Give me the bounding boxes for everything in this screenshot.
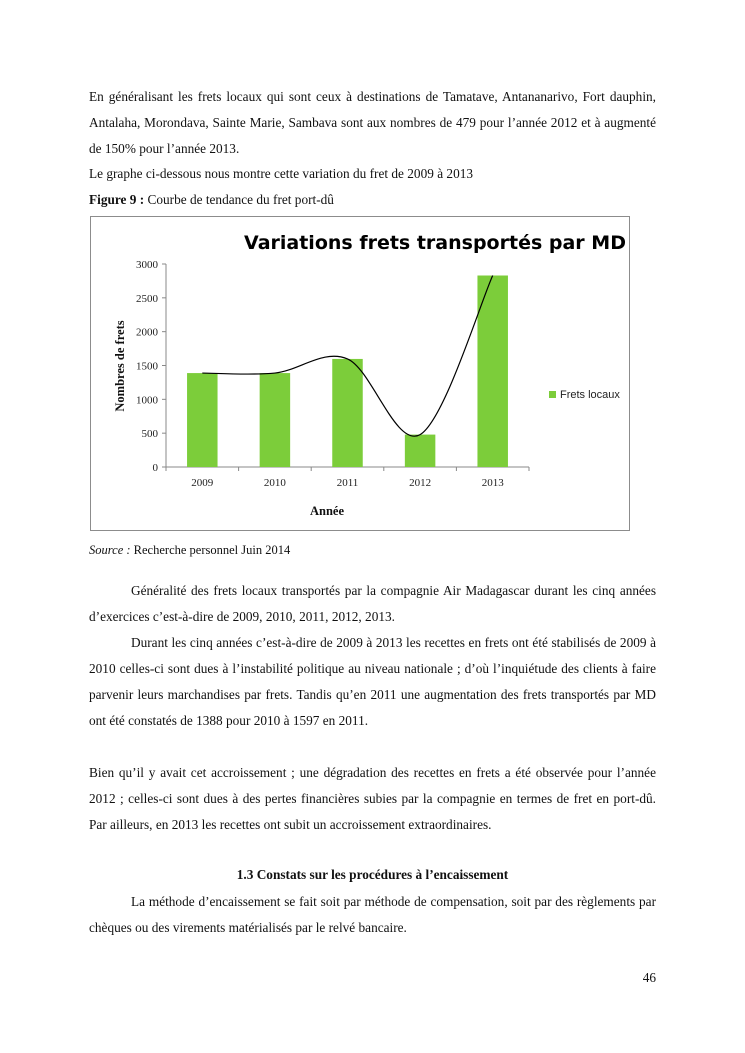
source-label: Source :	[89, 543, 131, 557]
analysis-paragraph: Durant les cinq années c’est-à-dire de 2009 à 2013 les recettes en frets ont été stabilisés de 2009 à 2010 celles-ci sont dues à l’instabilité politique au niveau nationale ; d’où l’inquiétude des clients à faire parvenir leurs marchandises par frets. Tandis qu’en 2011 une augmentation des frets transportés par MD ont été constatés de 1388 pour 2010 à 1597 en 2011.	[89, 635, 656, 728]
legend-label: Frets locaux	[560, 389, 620, 401]
section-heading: 1.3 Constats sur les procédures à l’encaissement	[236, 867, 509, 882]
chart-title: Variations frets transportés par MD	[244, 232, 626, 254]
y-tick-label: 0	[152, 462, 158, 474]
figure-source	[89, 537, 290, 563]
y-tick-label: 2500	[136, 292, 158, 305]
x-axis-label: Année	[309, 504, 345, 518]
y-tick-label: 3000	[136, 259, 158, 271]
page-number: 46	[642, 970, 656, 985]
intro-paragraph: En généralisant les frets locaux qui sont ceux à destinations de Tamatave, Antananarivo, Fort dauphin, Antalaha, Morondava, Sainte Marie, Sambava sont aux nombres de 479 pour l’année 2012 et à augmenté de 150% pour l’année 2013.	[89, 89, 656, 156]
summary-paragraph: Généralité des frets locaux transportés par la compagnie Air Madagascar durant les cinq années d’exercices c’est-à-dire de 2009, 2010, 2011, 2012, 2013.	[89, 583, 656, 624]
x-tick-label: 2013	[481, 477, 504, 489]
bar-2009	[187, 373, 217, 467]
chart-frame	[90, 216, 630, 531]
bar-2010	[260, 373, 290, 467]
y-tick-label: 2000	[136, 326, 158, 339]
legend-swatch	[549, 391, 556, 398]
chart-intro-paragraph: Le graphe ci-dessous nous montre cette variation du fret de 2009 à 2013	[89, 166, 474, 181]
figure-title: Courbe de tendance du fret port-dû	[144, 192, 334, 207]
decline-paragraph: Bien qu’il y avait cet accroissement ; une dégradation des recettes en frets a été observée pour l’année 2012 ; celles-ci sont dues à des pertes financières subies par la compagnie en termes de fret en port-dû. Par ailleurs, en 2013 les recettes ont subit un accroissement extraordinaires.	[89, 765, 656, 832]
x-tick-label: 2009	[191, 477, 214, 489]
y-tick-label: 1000	[136, 394, 158, 407]
bar-chart	[91, 217, 631, 532]
x-tick-label: 2011	[336, 477, 359, 489]
figure-caption	[89, 187, 334, 213]
bar-2011	[332, 359, 362, 467]
source-text: Recherche personnel Juin 2014	[130, 543, 291, 557]
y-tick-label: 1500	[136, 360, 158, 373]
figure-label: Figure 9 :	[89, 192, 145, 207]
y-axis-label: Nombres de frets	[113, 320, 127, 412]
x-tick-label: 2010	[263, 477, 286, 489]
encaissement-paragraph: La méthode d’encaissement se fait soit par méthode de compensation, soit par des règlements par chèques ou des virements matérialisés par le relvé bancaire.	[89, 894, 656, 935]
bar-2012	[405, 435, 435, 467]
x-tick-label: 2012	[409, 477, 432, 489]
y-tick-label: 500	[141, 428, 158, 441]
